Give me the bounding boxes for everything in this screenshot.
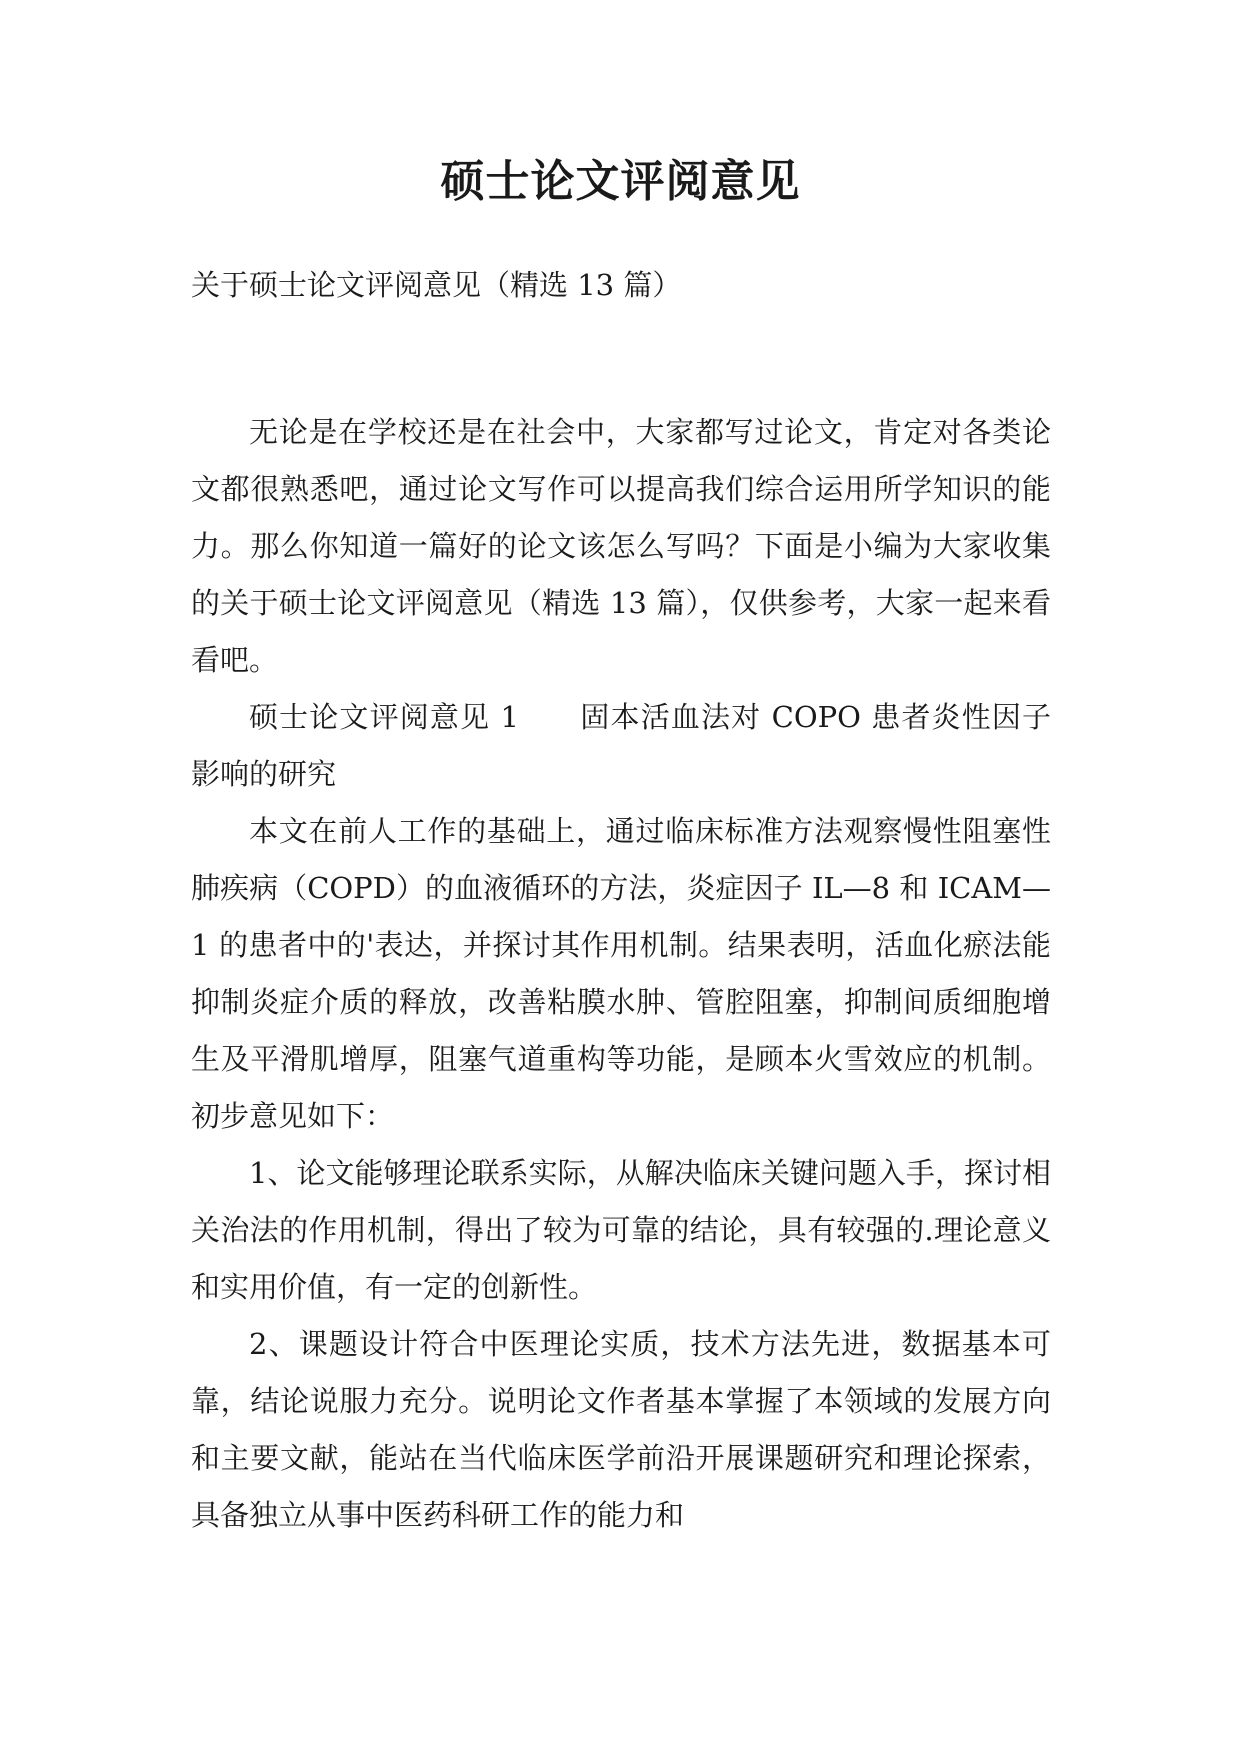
document-body [191, 404, 1051, 1544]
document-subtitle: 关于硕士论文评阅意见（精选 13 篇） [191, 268, 682, 302]
paragraph-section-heading-1: 硕士论文评阅意见 1 固本活血法对 COPO 患者炎性因子影响的研究 [191, 700, 1051, 791]
paragraph-intro: 无论是在学校还是在社会中，大家都写过论文，肯定对各类论文都很熟悉吧，通过论文写作可以提高我们综合运用所学知识的能力。那么你知道一篇好的论文该怎么写吗？下面是小编为大家收集的关于硕士论文评阅意见（精选 13 篇），仅供参考，大家一起来看看吧。 [191, 415, 1051, 677]
paragraph-abstract: 本文在前人工作的基础上，通过临床标准方法观察慢性阻塞性肺疾病（COPD）的血液循环的方法，炎症因子 IL—8 和 ICAM—1 的患者中的'表达，并探讨其作用机制。结果表明，活血化瘀法能抑制炎症介质的释放，改善粘膜水肿、管腔阻塞，抑制间质细胞增生及平滑肌增厚，阻塞气道重构等功能，是顾本火雪效应的机制。初步意见如下： [191, 814, 1051, 1133]
paragraph-opinion-2: 2、课题设计符合中医理论实质，技术方法先进，数据基本可靠，结论说服力充分。说明论文作者基本掌握了本领域的发展方向和主要文献，能站在当代临床医学前沿开展课题研究和理论探索，具备独立从事中医药科研工作的能力和 [191, 1327, 1051, 1532]
document-title: 硕士论文评阅意见 [440, 156, 801, 207]
paragraph-opinion-1: 1、论文能够理论联系实际，从解决临床关键问题入手，探讨相关治法的作用机制，得出了较为可靠的结论，具有较强的.理论意义和实用价值，有一定的创新性。 [191, 1156, 1051, 1304]
